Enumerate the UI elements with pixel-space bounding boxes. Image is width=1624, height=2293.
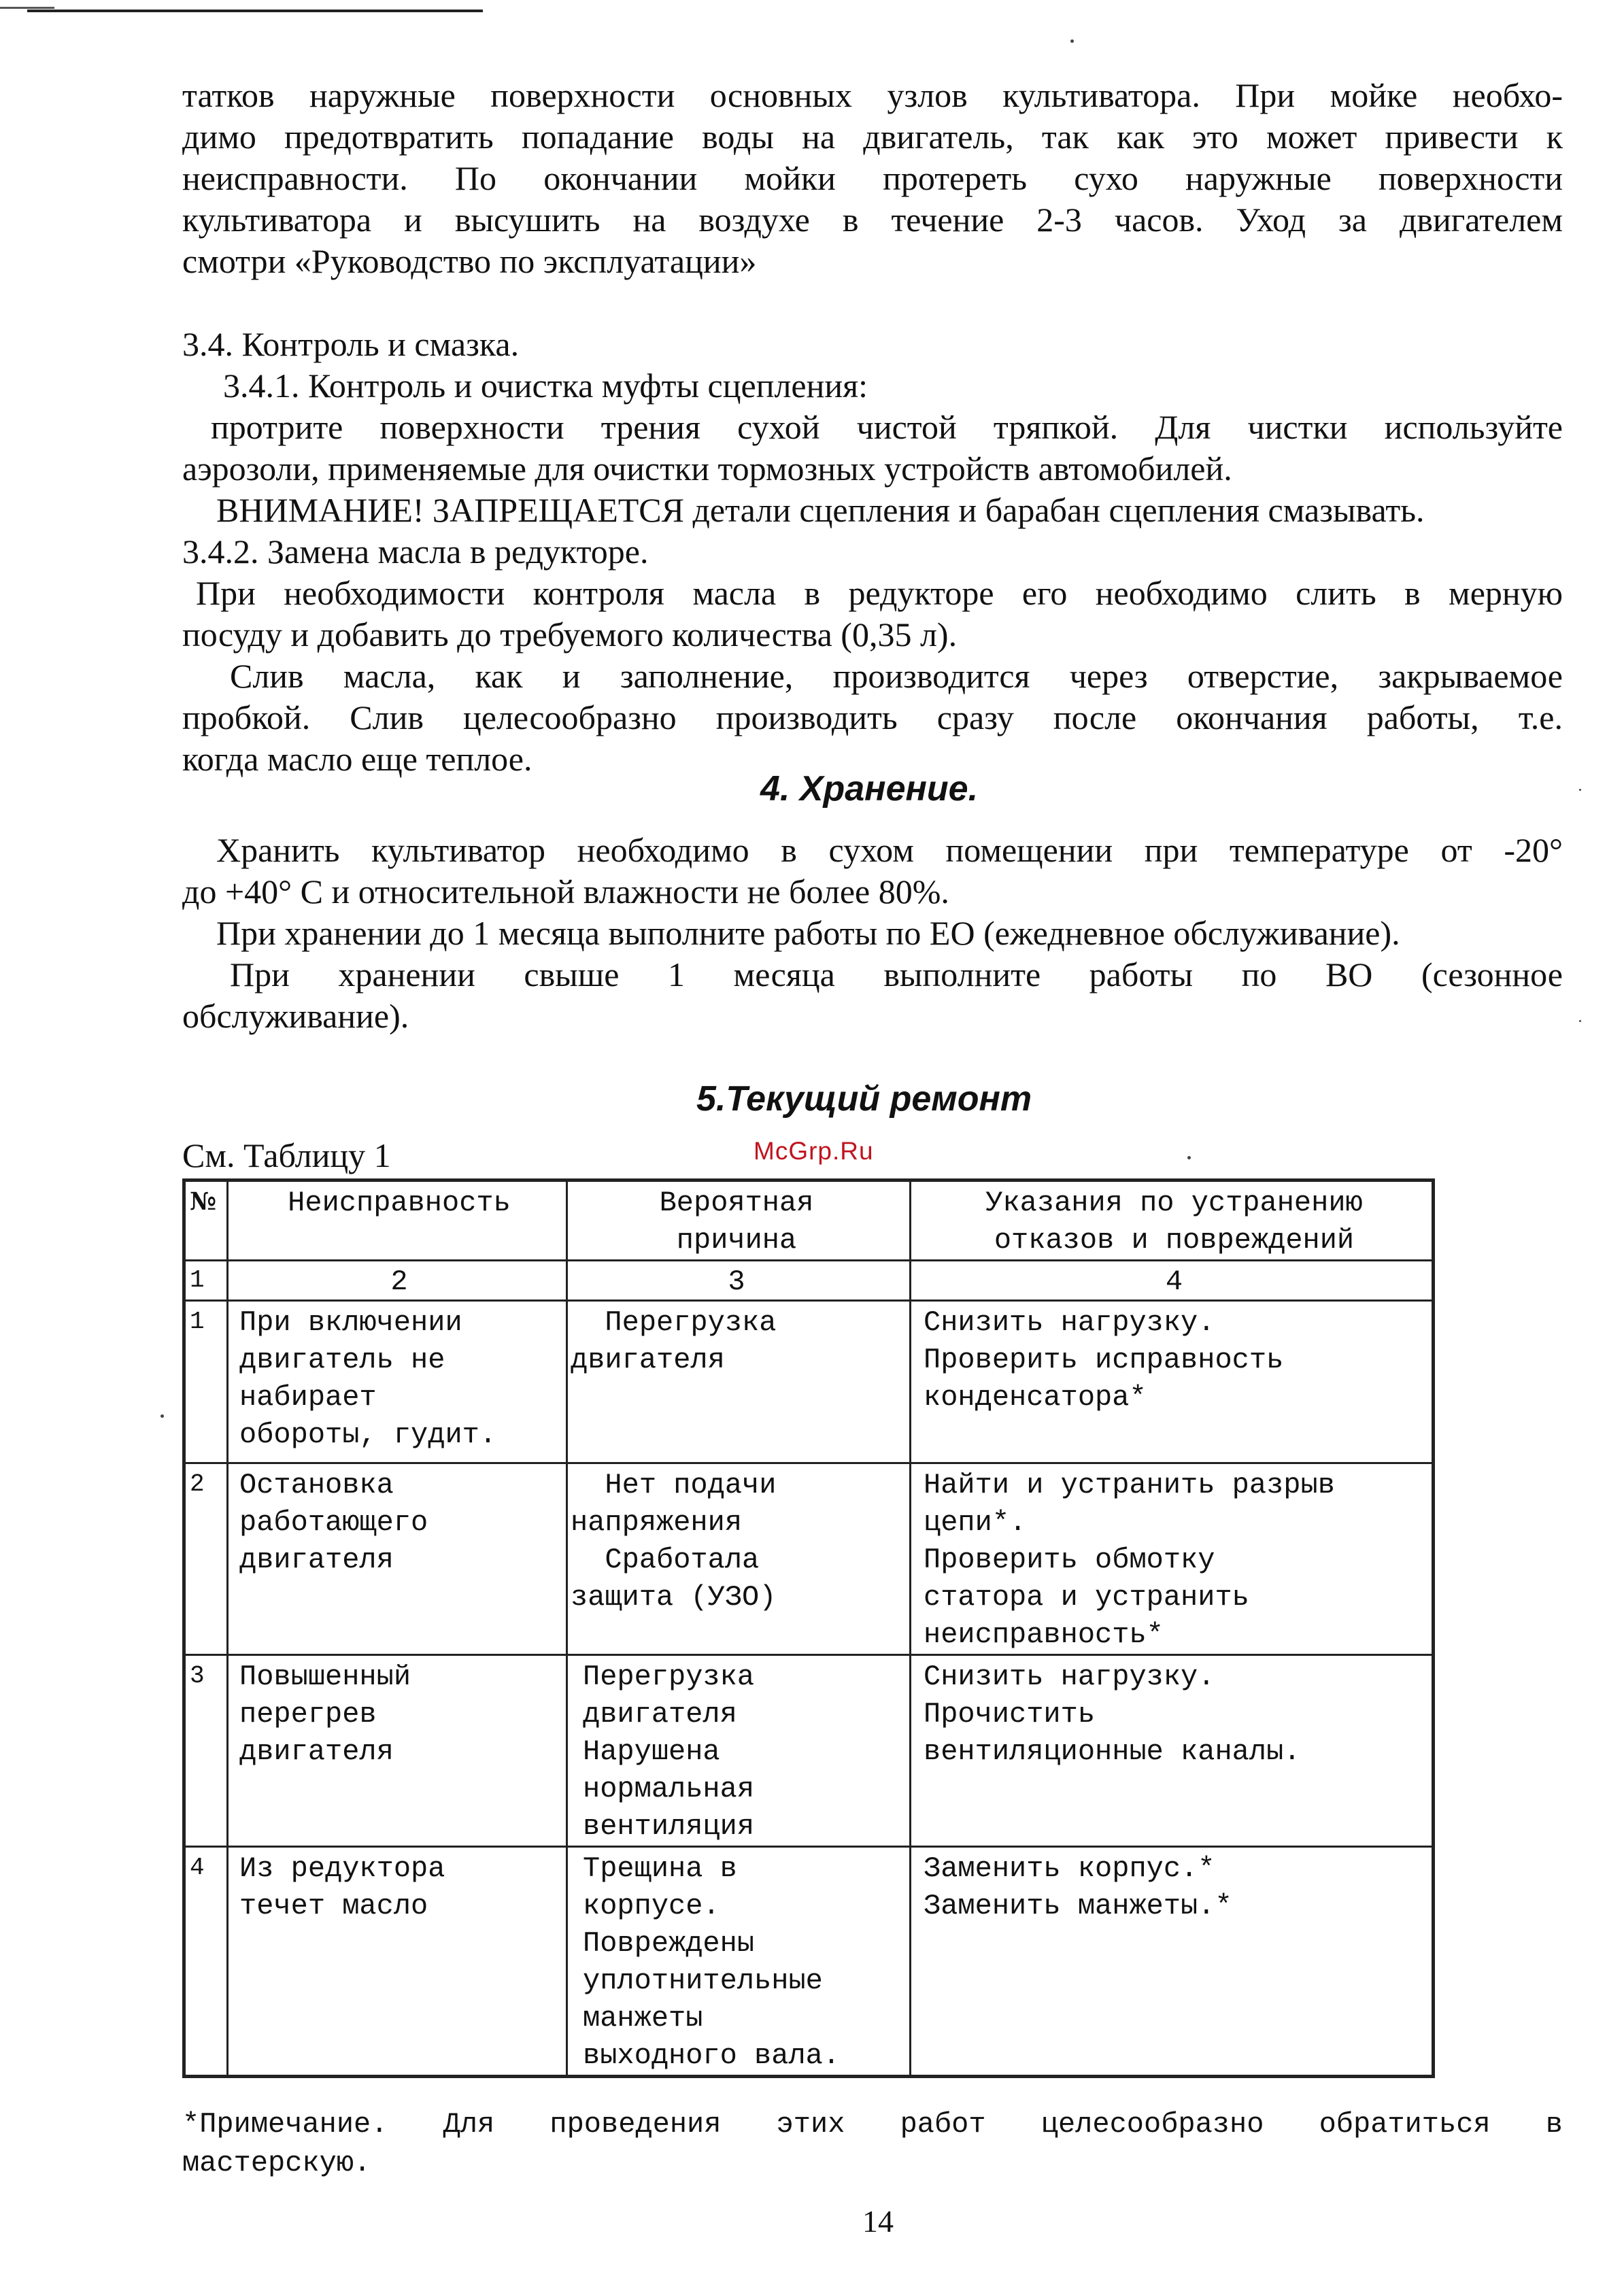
fix-text: Прочистить: [924, 1698, 1096, 1731]
watermark-link[interactable]: McGrp.Ru: [754, 1137, 874, 1165]
cause-cell: [567, 1301, 911, 1463]
fault-cell: [228, 1463, 567, 1655]
subsection-3-4-2-text: При необходимости контроля масла в редукторе его необходимо слить в мерную: [196, 574, 1563, 612]
storage-text: Хранить культиватор необходимо в сухом помещении при температуре от -20°: [216, 831, 1563, 869]
header-fix-text: Указания по устранению: [985, 1187, 1363, 1219]
subsection-3-4-2-title: 3.4.2. Замена масла в редукторе.: [182, 532, 649, 571]
storage-text: обслуживание).: [182, 997, 409, 1035]
scan-speck: [160, 1414, 164, 1418]
fix-text: Снизить нагрузку.: [924, 1661, 1215, 1693]
scan-speck: [1070, 39, 1074, 43]
cause-text: Повреждены: [583, 1927, 755, 1960]
section-3-4: [182, 324, 1563, 780]
header-fault: [228, 1181, 567, 1261]
row-number: 3: [184, 1655, 228, 1847]
fix-text: Заменить манжеты.*: [924, 1890, 1232, 1922]
repair-table: [182, 1178, 1435, 2078]
table-row: [184, 1301, 1434, 1463]
fault-cell: [228, 1301, 567, 1463]
header-fix-text: отказов и повреждений: [994, 1224, 1355, 1257]
fault-text: При включении: [239, 1306, 462, 1339]
subsection-3-4-2-text: пробкой. Слив целесообразно производить сразу после окончания работы, т.е.: [182, 698, 1563, 736]
column-number: 2: [228, 1261, 567, 1301]
cause-text: выходного вала.: [583, 2039, 841, 2072]
cause-text: уплотнительные: [583, 1965, 823, 1997]
footnote: [182, 2105, 1563, 2183]
column-number: 3: [567, 1261, 911, 1301]
header-number: №: [184, 1181, 228, 1261]
scan-speck: [1579, 1020, 1581, 1022]
cause-text: вентиляция: [583, 1810, 755, 1843]
cause-cell: [567, 1847, 911, 2077]
fix-cell: [911, 1301, 1434, 1463]
cause-text: Перегрузка: [571, 1306, 777, 1339]
fix-text: Заменить корпус.*: [924, 1852, 1215, 1885]
cause-text: Трещина в: [583, 1852, 737, 1885]
intro-line: смотри «Руководство по эксплуатации»: [182, 242, 757, 280]
header-cause-text: Вероятная: [659, 1187, 814, 1219]
section-4: [182, 830, 1563, 1037]
cause-text: Нет подачи: [571, 1469, 777, 1501]
footnote-line: *Примечание. Для проведения этих работ целесообразно обратиться в: [182, 2108, 1563, 2141]
cause-text: нормальная: [583, 1773, 755, 1805]
row-number: 4: [184, 1847, 228, 2077]
fault-text: течет масло: [239, 1890, 428, 1922]
row-number: 1: [184, 1301, 228, 1463]
intro-paragraph: [182, 75, 1563, 282]
fault-text: обороты, гудит.: [239, 1419, 497, 1451]
fault-text: Повышенный: [239, 1661, 411, 1693]
storage-text: При хранении до 1 месяца выполните работы по ЕО (ежедневное обслуживание).: [216, 914, 1400, 952]
subsection-3-4-1-text: протрите поверхности трения сухой чистой тряпкой. Для чистки используйте: [211, 408, 1563, 446]
scan-edge-line: [0, 7, 54, 9]
section-4-heading: 4. Хранение.: [760, 769, 979, 809]
scan-speck: [1579, 789, 1581, 791]
column-number: 4: [911, 1261, 1434, 1301]
header-rule: [27, 10, 483, 12]
cause-text: защита (УЗО): [571, 1581, 777, 1614]
cause-text: корпусе.: [583, 1890, 720, 1922]
fix-text: неисправность*: [924, 1618, 1164, 1651]
fix-text: конденсатора*: [924, 1381, 1147, 1414]
subsection-3-4-2-text: когда масло еще теплое.: [182, 740, 532, 778]
fault-text: Остановка: [239, 1469, 394, 1501]
storage-text: до +40° С и относительной влажности не более 80%.: [182, 872, 949, 911]
table-caption: См. Таблицу 1: [182, 1136, 391, 1174]
table-row: [184, 1655, 1434, 1847]
intro-line: татков наружные поверхности основных узлов культиватора. При мойке необхо-: [182, 76, 1563, 114]
header-cause: [567, 1181, 911, 1261]
cause-text: двигателя: [571, 1344, 725, 1376]
intro-line: димо предотвратить попадание воды на двигатель, так как это может привести к: [182, 118, 1563, 156]
subsection-3-4-1-title: 3.4.1. Контроль и очистка муфты сцепления:: [223, 367, 868, 405]
fault-cell: [228, 1655, 567, 1847]
storage-text: При хранении свыше 1 месяца выполните работы по ВО (сезонное: [230, 955, 1563, 993]
header-fault-text: Неисправность: [288, 1187, 511, 1219]
table-row: [184, 1463, 1434, 1655]
subsection-3-4-2-text: посуду и добавить до требуемого количества (0,35 л).: [182, 615, 958, 653]
fix-text: Найти и устранить разрыв: [924, 1469, 1335, 1501]
fix-text: статора и устранить: [924, 1581, 1249, 1614]
table-header-row: [184, 1181, 1434, 1261]
section-3-4-title: 3.4. Контроль и смазка.: [182, 325, 520, 363]
row-number: 2: [184, 1463, 228, 1655]
fix-text: вентиляционные каналы.: [924, 1735, 1301, 1768]
column-number-row: [184, 1261, 1434, 1301]
fix-cell: [911, 1463, 1434, 1655]
fix-text: Снизить нагрузку.: [924, 1306, 1215, 1339]
fix-text: Проверить исправность: [924, 1344, 1284, 1376]
fix-text: Проверить обмотку: [924, 1544, 1215, 1576]
cause-text: Перегрузка: [583, 1661, 755, 1693]
fault-text: двигатель не: [239, 1344, 445, 1376]
cause-text: двигателя: [583, 1698, 737, 1731]
table-row: [184, 1847, 1434, 2077]
cause-text: напряжения: [571, 1506, 743, 1539]
fix-cell: [911, 1847, 1434, 2077]
header-fix: [911, 1181, 1434, 1261]
intro-line: культиватора и высушить на воздухе в течение 2-3 часов. Уход за двигателем: [182, 201, 1563, 239]
intro-line: неисправности. По окончании мойки протереть сухо наружные поверхности: [182, 159, 1563, 197]
cause-text: Сработала: [571, 1544, 760, 1576]
fix-cell: [911, 1655, 1434, 1847]
fault-cell: [228, 1847, 567, 2077]
fault-text: набирает: [239, 1381, 377, 1414]
footnote-line: мастерскую.: [182, 2147, 371, 2179]
header-cause-text: причина: [676, 1224, 797, 1257]
warning-text: ВНИМАНИЕ! ЗАПРЕЩАЕТСЯ детали сцепления и барабан сцепления смазывать.: [216, 491, 1425, 529]
section-5-heading: 5.Текущий ремонт: [696, 1079, 1032, 1119]
fault-text: двигателя: [239, 1544, 394, 1576]
scan-speck: [1187, 1156, 1191, 1159]
cause-text: манжеты: [583, 2002, 703, 2035]
fix-text: цепи*.: [924, 1506, 1027, 1539]
fault-text: Из редуктора: [239, 1852, 445, 1885]
fault-text: работающего: [239, 1506, 428, 1539]
fault-text: двигателя: [239, 1735, 394, 1768]
cause-text: Нарушена: [583, 1735, 720, 1768]
page-number: 14: [862, 2204, 894, 2239]
subsection-3-4-1-text: аэрозоли, применяемые для очистки тормозных устройств автомобилей.: [182, 449, 1232, 488]
subsection-3-4-2-text: Слив масла, как и заполнение, производится через отверстие, закрываемое: [230, 657, 1563, 695]
cause-cell: [567, 1655, 911, 1847]
cause-cell: [567, 1463, 911, 1655]
column-number: 1: [184, 1261, 228, 1301]
fault-text: перегрев: [239, 1698, 377, 1731]
